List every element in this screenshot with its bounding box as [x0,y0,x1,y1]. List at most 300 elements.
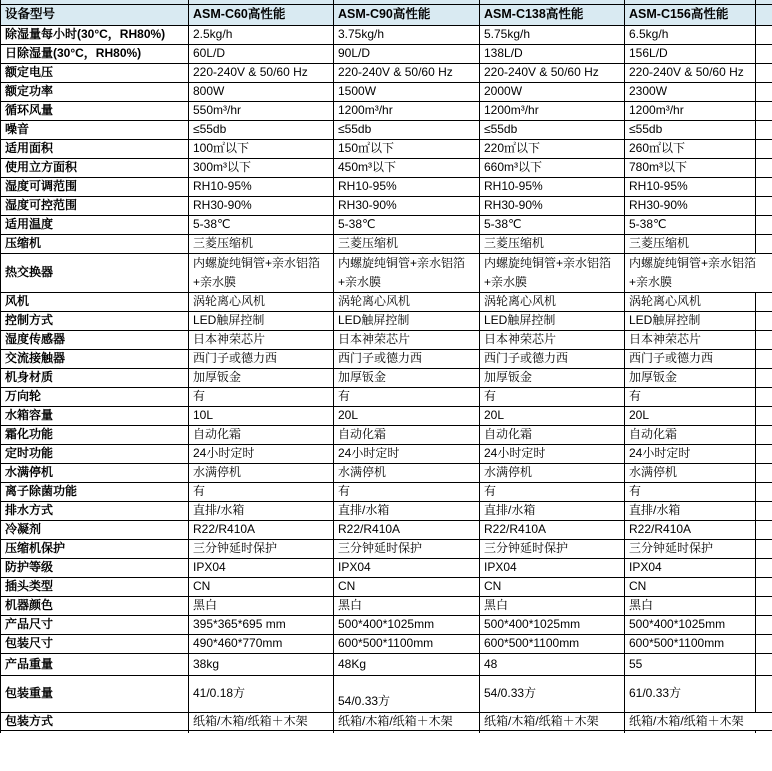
spec-value-text: 5.75kg/h [484,27,531,41]
spec-value-cell [189,653,334,675]
spec-value-cell [189,311,334,330]
spec-value-cell [189,558,334,577]
spec-value-cell [625,215,756,234]
spec-label-cell: 使用立方面积 [1,158,189,177]
spec-value-text: 260㎡以下 [629,141,686,155]
spec-row [1,196,772,215]
spec-label-cell: 产品重量 [1,653,189,675]
spec-row [1,120,772,139]
spec-value-cell [480,444,625,463]
spec-value-cell [189,158,334,177]
spec-value-cell [625,387,756,406]
spec-value-text: 水满停机 [629,465,678,479]
spec-label-cell: 霜化功能 [1,425,189,444]
spec-value-cell [480,253,625,292]
spec-row [1,215,772,234]
spec-value-text: 38kg [193,656,220,671]
spec-value-text: RH10-95% [193,179,252,193]
spec-value-cell [480,577,625,596]
cutoff-column-cell [756,196,772,215]
spec-value-cell [480,292,625,311]
spec-label-cell: 包装重量 [1,675,189,712]
spec-value-text: 490*460*770mm [193,636,283,650]
spec-value-text: ≤55db [629,122,663,136]
cutoff-column-cell [756,520,772,539]
spec-row [1,577,772,596]
spec-value-text: LED触屏控制 [629,313,701,327]
spec-value-cell [625,234,756,253]
spec-label-cell: 适用面积 [1,139,189,158]
spec-row [1,139,772,158]
spec-value-cell [625,653,756,675]
spec-value-text: 24小时定时 [193,446,255,460]
spec-value-text: 内螺旋纯铜管+亲水铝箔+亲水膜 [484,255,612,289]
spec-value-cell [189,596,334,615]
spec-value-cell [480,634,625,653]
spec-value-cell [189,234,334,253]
spec-value-cell [334,425,480,444]
spec-value-text: 5-38℃ [338,217,376,231]
spec-value-text: 55 [629,656,643,671]
model-header-cell: ASM-C156高性能 [625,4,756,25]
spec-value-cell [480,520,625,539]
spec-value-cell [189,120,334,139]
spec-value-cell [334,158,480,177]
spec-value-cell [625,406,756,425]
spec-value-cell [189,482,334,501]
spec-value-text: 395*365*695 mm [193,617,286,631]
spec-value-text: 水满停机 [484,465,533,479]
spec-value-text: 220㎡以下 [484,141,541,155]
spec-label-cell: 循环风量 [1,101,189,120]
spec-value-cell [625,444,756,463]
cutoff-column-cell [756,25,772,44]
spec-value-cell [625,463,756,482]
spec-value-text: 48Kg [338,656,367,671]
spec-label-cell: 压缩机保护 [1,539,189,558]
spec-value-text: 3.75kg/h [338,27,385,41]
spec-value-text: 5-38℃ [629,217,667,231]
spec-value-cell [334,596,480,615]
spec-label-cell: 插头类型 [1,577,189,596]
spec-value-cell [625,425,756,444]
spec-value-text: IPX04 [484,560,517,574]
spec-value-cell [334,406,480,425]
spec-label-cell: 交流接触器 [1,349,189,368]
cutoff-column-cell [756,349,772,368]
spec-value-text: 纸箱/木箱/纸箱＋木架 [629,713,744,728]
cutoff-column-cell [756,463,772,482]
spec-value-cell [625,63,756,82]
spec-row [1,25,772,44]
spec-value-cell [334,196,480,215]
spec-value-text: ≤55db [193,122,227,136]
spec-value-cell [189,463,334,482]
spec-row [1,406,772,425]
spec-row [1,158,772,177]
spec-row [1,520,772,539]
spec-value-cell [334,63,480,82]
spec-value-text: 西门子或德力西 [484,351,569,365]
spec-value-text: 纸箱/木箱/纸箱＋木架 [484,713,599,728]
cutoff-column-cell [756,120,772,139]
spec-value-cell [625,539,756,558]
spec-value-cell [334,577,480,596]
spec-label-cell: 额定电压 [1,63,189,82]
spec-label-cell: 排水方式 [1,501,189,520]
spec-value-text: 黑白 [484,598,509,612]
spec-value-text: 有 [629,389,642,403]
spec-value-text: 日本神荣芯片 [193,332,266,346]
cropped-cell [1,730,189,733]
cropped-cell [625,730,756,733]
spec-value-cell [334,368,480,387]
spec-value-text: R22/R410A [484,522,547,536]
spec-value-cell [189,675,334,712]
spec-value-text: CN [629,579,647,593]
spec-row [1,387,772,406]
spec-value-text: 三菱压缩机 [484,236,545,250]
spec-value-text: 直排/水箱 [193,503,245,517]
spec-value-cell [625,675,756,712]
spec-label-cell: 机器颜色 [1,596,189,615]
cutoff-column-cell [756,368,772,387]
spec-value-cell [189,577,334,596]
spec-row [1,634,772,653]
spec-value-text: 有 [484,484,497,498]
spec-value-cell [189,25,334,44]
cutoff-column-cell [756,634,772,653]
spec-value-text: 550m³/hr [193,103,242,117]
spec-value-text: 500*400*1025mm [629,617,726,631]
spec-value-cell [625,177,756,196]
spec-value-text: 有 [484,389,497,403]
spec-value-cell [625,520,756,539]
spec-value-text: 61/0.33方 [629,686,682,700]
spec-row [1,311,772,330]
spec-value-text: 600*500*1100mm [629,636,725,650]
spec-value-cell [480,501,625,520]
spec-value-cell [625,139,756,158]
model-header-cell: ASM-C90高性能 [334,4,480,25]
spec-value-text: 780m³以下 [629,160,688,174]
spec-label-cell: 防护等级 [1,558,189,577]
spec-value-text: 220-240V & 50/60 Hz [338,65,453,79]
spec-value-cell [334,253,480,292]
spec-value-text: 加厚钣金 [338,370,387,384]
spec-label-cell: 日除湿量(30°C，RH80%) [1,44,189,63]
spec-value-text: 20L [484,408,505,422]
spec-value-cell [334,558,480,577]
spec-value-text: 日本神荣芯片 [338,332,411,346]
spec-value-cell [480,463,625,482]
spec-value-text: 2000W [484,84,523,98]
spec-value-cell [334,292,480,311]
spec-value-text: LED触屏控制 [193,313,265,327]
spec-row [1,253,772,292]
spec-value-cell [625,501,756,520]
cutoff-column-cell [756,82,772,101]
cutoff-column-cell [756,501,772,520]
spec-value-text: 涡轮离心风机 [193,294,266,308]
spec-value-cell [189,330,334,349]
spec-value-text: 西门子或德力西 [629,351,714,365]
spec-value-cell [334,463,480,482]
header-row [1,4,772,25]
spec-value-text: RH10-95% [338,179,397,193]
spec-row [1,501,772,520]
spec-value-cell [334,539,480,558]
spec-value-cell [334,234,480,253]
spec-value-text: 54/0.33方 [338,693,391,708]
spec-value-text: 450m³以下 [338,160,397,174]
spec-value-text: RH10-95% [629,179,688,193]
model-header-cell: ASM-C60高性能 [189,4,334,25]
spec-value-text: 自动化霜 [629,427,678,441]
spec-row [1,63,772,82]
cutoff-column-cell [756,596,772,615]
spec-value-cell [334,520,480,539]
spec-row [1,712,772,730]
spec-value-cell [334,101,480,120]
spec-value-text: 黑白 [338,598,363,612]
spec-label-cell: 冷凝剂 [1,520,189,539]
spec-value-cell [334,653,480,675]
spec-value-cell [334,25,480,44]
spec-value-text: R22/R410A [193,522,256,536]
spec-label-cell: 风机 [1,292,189,311]
spec-value-text: 纸箱/木箱/纸箱＋木架 [193,713,308,728]
spec-value-text: 500*400*1025mm [484,617,581,631]
spec-value-text: IPX04 [629,560,662,574]
spec-label-cell: 适用温度 [1,215,189,234]
spec-value-cell [480,596,625,615]
spec-value-cell [625,577,756,596]
spec-value-text: 10L [193,408,214,422]
spec-value-text: 300m³以下 [193,160,252,174]
spec-value-cell [625,101,756,120]
spec-value-text: CN [338,579,356,593]
cutoff-column-cell [756,63,772,82]
spec-value-text: 涡轮离心风机 [338,294,411,308]
cutoff-column-cell [756,177,772,196]
spec-value-text: 涡轮离心风机 [629,294,702,308]
spec-row [1,558,772,577]
spec-value-cell [480,177,625,196]
spec-value-text: 48 [484,656,498,671]
spec-value-text: 156L/D [629,46,668,60]
cropped-cell [756,730,772,733]
spec-value-cell [189,712,334,730]
spec-value-cell [334,615,480,634]
spec-value-cell [625,25,756,44]
spec-value-cell [480,675,625,712]
spec-value-text: 内螺旋纯铜管+亲水铝箔+亲水膜 [193,255,321,289]
spec-value-cell [189,387,334,406]
spec-value-text: 5-38℃ [193,217,231,231]
spec-row [1,425,772,444]
spec-value-cell [189,425,334,444]
spec-row [1,444,772,463]
spec-value-cell [480,482,625,501]
spec-value-text: 100㎡以下 [193,141,250,155]
spec-row [1,177,772,196]
spec-value-cell [480,25,625,44]
spec-label-cell: 包装方式 [1,712,189,730]
spec-value-text: 150㎡以下 [338,141,395,155]
spec-value-text: 涡轮离心风机 [484,294,557,308]
spec-value-text: 自动化霜 [338,427,387,441]
spec-value-cell [334,139,480,158]
spec-value-cell [334,634,480,653]
spec-value-cell [189,101,334,120]
spec-row [1,482,772,501]
spec-value-text: 三菱压缩机 [193,236,254,250]
spec-value-text: 直排/水箱 [629,503,681,517]
spec-value-text: R22/R410A [629,522,692,536]
spec-value-text: 1200m³/hr [629,103,684,117]
spec-value-cell [189,539,334,558]
cropped-cell [480,730,625,733]
spec-value-cell [334,311,480,330]
spec-row [1,234,772,253]
spec-value-cell [189,520,334,539]
spec-value-text: 20L [338,408,359,422]
spec-value-cell [189,615,334,634]
spec-label-cell: 热交换器 [1,253,189,292]
spec-value-cell [189,63,334,82]
spec-value-cell [189,82,334,101]
spec-value-cell [334,177,480,196]
spec-row [1,653,772,675]
cutoff-column-cell [756,615,772,634]
spec-row [1,349,772,368]
spec-label-cell: 湿度传感器 [1,330,189,349]
spec-label-cell: 压缩机 [1,234,189,253]
spec-value-cell [189,406,334,425]
spec-value-text: 三菱压缩机 [629,236,690,250]
spec-value-cell [480,234,625,253]
spec-value-cell [625,330,756,349]
spec-value-cell [480,330,625,349]
spec-value-text: 1500W [338,84,377,98]
spec-value-cell [480,349,625,368]
spec-row [1,615,772,634]
cutoff-column-cell [756,653,772,675]
spec-value-text: 20L [629,408,650,422]
spec-value-text: 三分钟延时保护 [338,541,423,555]
spec-value-text: RH30-90% [338,198,397,212]
spec-value-text: 水满停机 [338,465,387,479]
cutoff-column-cell [756,539,772,558]
spec-value-text: ≤55db [338,122,372,136]
spec-value-cell [189,44,334,63]
spec-value-text: 600*500*1100mm [338,636,434,650]
spec-value-cell [189,444,334,463]
spec-value-text: 60L/D [193,46,226,60]
spec-label-cell: 湿度可控范围 [1,196,189,215]
spec-value-cell [625,482,756,501]
spec-label-cell: 噪音 [1,120,189,139]
spec-value-text: 有 [193,484,206,498]
spec-value-cell [480,139,625,158]
spec-value-cell [189,501,334,520]
spec-value-cell [480,425,625,444]
cutoff-column-cell [756,330,772,349]
spec-value-text: 直排/水箱 [338,503,390,517]
spec-value-cell [334,444,480,463]
cutoff-column-cell [756,425,772,444]
cropped-row-bottom [1,730,772,733]
spec-label-cell: 离子除菌功能 [1,482,189,501]
spec-value-cell [334,120,480,139]
spec-value-cell [480,539,625,558]
model-header-cell: ASM-C138高性能 [480,4,625,25]
cutoff-column-cell [756,101,772,120]
cutoff-column-cell [756,675,772,712]
spec-table-body [1,25,772,730]
cutoff-column-cell [756,311,772,330]
spec-value-text: 黑白 [193,598,218,612]
spec-value-text: 有 [338,389,351,403]
spec-value-text: 日本神荣芯片 [484,332,557,346]
spec-value-text: CN [193,579,211,593]
spec-value-cell [625,292,756,311]
spec-value-text: 加厚钣金 [484,370,533,384]
cropped-cell [334,730,480,733]
spec-value-cell [480,311,625,330]
spec-value-text: 内螺旋纯铜管+亲水铝箔+亲水膜 [629,255,757,289]
spec-value-text: 加厚钣金 [193,370,242,384]
spec-value-text: 加厚钣金 [629,370,678,384]
spec-value-cell [625,253,756,292]
spec-value-text: IPX04 [193,560,226,574]
spec-value-text: 西门子或德力西 [338,351,423,365]
spec-value-text: 90L/D [338,46,371,60]
spec-label-cell: 水满停机 [1,463,189,482]
spec-value-cell [480,615,625,634]
spec-value-text: 黑白 [629,598,654,612]
spec-value-cell [480,653,625,675]
spec-row [1,44,772,63]
spec-value-cell [189,215,334,234]
cutoff-column-cell [756,577,772,596]
spec-label-cell: 额定功率 [1,82,189,101]
spec-value-cell [189,196,334,215]
spec-value-cell [334,44,480,63]
spec-value-text: 1200m³/hr [484,103,539,117]
spec-value-cell [625,120,756,139]
spec-value-text: 三菱压缩机 [338,236,399,250]
spec-value-cell [480,63,625,82]
spec-value-cell [480,387,625,406]
spec-value-text: 直排/水箱 [484,503,536,517]
spec-value-cell [480,368,625,387]
spec-value-cell [625,596,756,615]
spec-value-text: 日本神荣芯片 [629,332,702,346]
spec-value-cell [480,82,625,101]
spec-value-text: 西门子或德力西 [193,351,278,365]
spec-value-text: 自动化霜 [193,427,242,441]
spec-value-text: 2.5kg/h [193,27,233,41]
spec-value-cell [334,482,480,501]
spec-value-text: 24小时定时 [629,446,691,460]
spec-row [1,368,772,387]
spec-value-text: 三分钟延时保护 [484,541,569,555]
spec-value-text: 有 [338,484,351,498]
spec-label-cell: 除湿量每小时(30°C，RH80%) [1,25,189,44]
spec-value-cell [625,196,756,215]
